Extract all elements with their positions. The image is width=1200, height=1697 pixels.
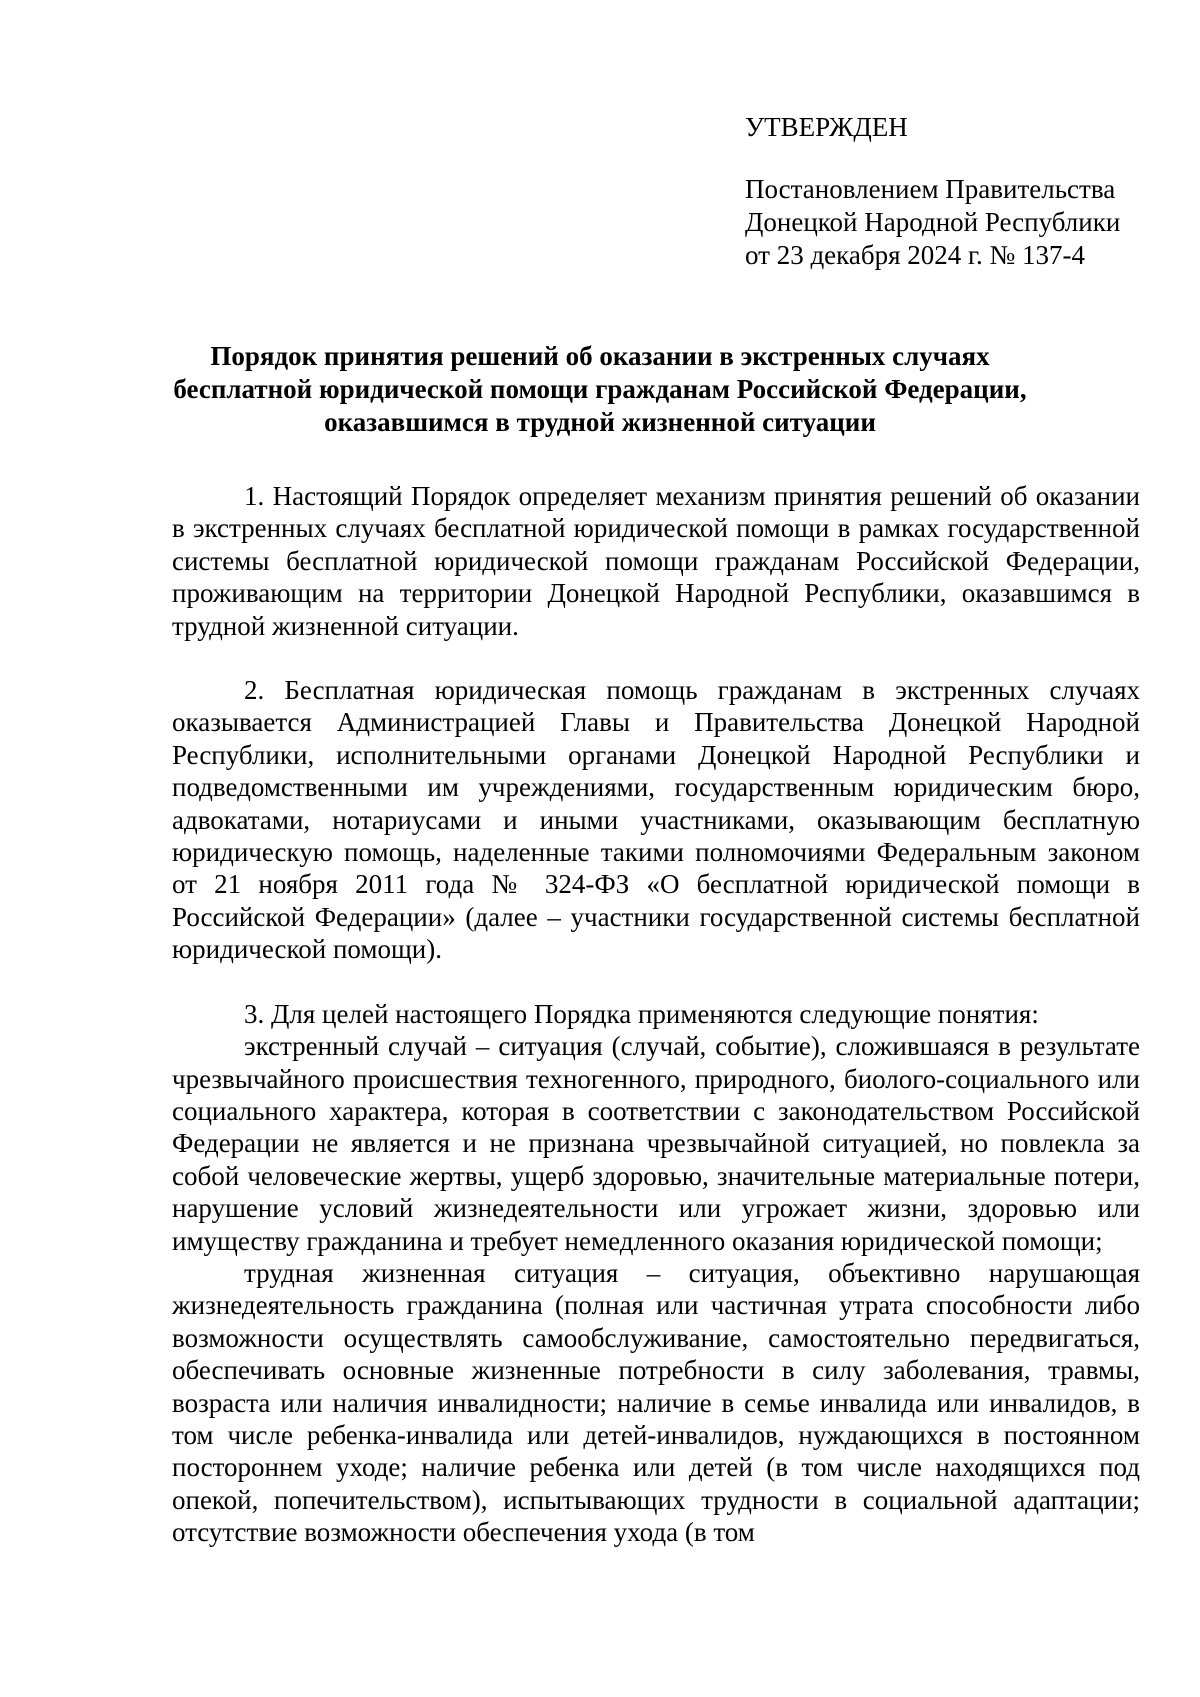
approval-block [745, 111, 1165, 272]
title-line: Порядок принятия решений об оказании в экстренных случаях [210, 341, 990, 371]
approval-line: Донецкой Народной Республики [745, 207, 1121, 237]
definition-difficult-situation: трудная жизненная ситуация – ситуация, объективно нарушающая жизнедеятельность гражданина (полная или частичная утрата способности либо возможности осуществлять самообслуживание, самостоятельно передвигаться, обеспечивать основные жизненные потребности в силу заболевания, травмы, возраста или наличия инвалидности; наличие в семье инвалида или инвалидов, в том числе ребенка-инвалида или детей-инвалидов, нуждающихся в постоянном постороннем уходе; наличие ребенка или детей (в том числе находящихся под опекой, попечительством), испытывающих трудности в социальной адаптации; отсутствие возможности обеспечения ухода (в том [172, 1257, 1140, 1548]
document-body [172, 480, 1140, 1549]
paragraph-1: 1. Настоящий Порядок определяет механизм принятия решений об оказании в экстренных случаях бесплатной юридической помощи в рамках государственной системы бесплатной юридической помощи гражданам Российской Федерации, проживающим на территории Донецкой Народной Республики, оказавшимся в трудной жизненной ситуации. [172, 481, 1140, 641]
definition-emergency-case: экстренный случай – ситуация (случай, событие), сложившаяся в результате чрезвычайного происшествия техногенного, природного, биолого-социального или социального характера, которая в соответствии с законодательством Российской Федерации не является и не признана чрезвычайной ситуацией, но повлекла за собой человеческие жертвы, ущерб здоровью, значительные материальные потери, нарушение условий жизнедеятельности или угрожает жизни, здоровью или имуществу гражданина и требует немедленного оказания юридической помощи; [172, 1031, 1140, 1256]
paragraph-3: 3. Для целей настоящего Порядка применяются следующие понятия: [244, 998, 1039, 1029]
document-title [120, 340, 1080, 439]
approval-line: от 23 декабря 2024 г. № 137-4 [745, 240, 1086, 270]
approval-line: Постановлением Правительства [745, 174, 1116, 204]
title-line: бесплатной юридической помощи гражданам Российской Федерации, [173, 374, 1027, 404]
approval-stamp: УТВЕРЖДЕН [745, 112, 908, 142]
title-line: оказавшимся в трудной жизненной ситуации [324, 407, 876, 437]
paragraph-2: 2. Бесплатная юридическая помощь гражданам в экстренных случаях оказывается Администрацией Главы и Правительства Донецкой Народной Республики, исполнительными органами Донецкой Народной Республики и подведомственными им учреждениями, государственным юридическим бюро, адвокатами, нотариусами и иными участниками, оказывающим бесплатную юридическую помощь, наделенные такими полномочиями Федеральным законом от 21 ноября 2011 года № 324-ФЗ «О бесплатной юридической помощи в Российской Федерации» (далее – участники государственной системы бесплатной юридической помощи). [172, 675, 1140, 965]
